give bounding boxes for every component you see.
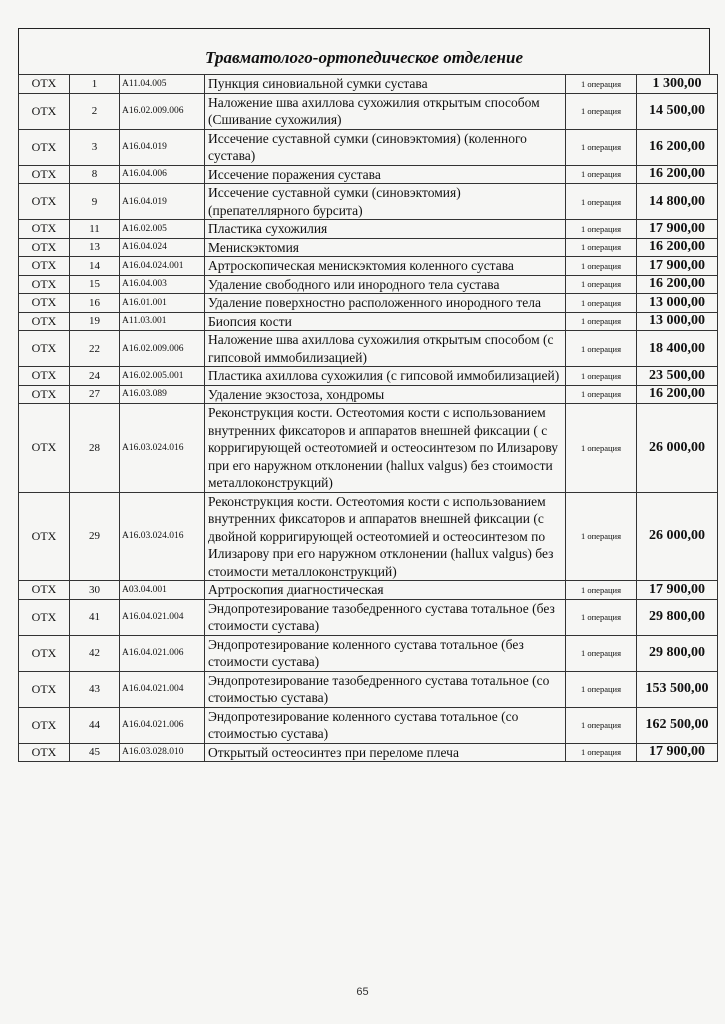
row-number-cell: 45 xyxy=(70,743,120,762)
price-cell: 153 500,00 xyxy=(637,671,718,707)
table-row xyxy=(19,238,718,257)
department-cell: ОТХ xyxy=(19,331,70,367)
table-row xyxy=(19,492,718,581)
service-code-cell: А16.03.089 xyxy=(120,385,205,404)
service-code-cell: А16.04.003 xyxy=(120,275,205,294)
department-cell: ОТХ xyxy=(19,275,70,294)
unit-cell: 1 операция xyxy=(566,220,637,239)
service-name-cell: Биопсия кости xyxy=(205,312,566,331)
row-number-cell: 11 xyxy=(70,220,120,239)
unit-cell: 1 операция xyxy=(566,635,637,671)
price-cell: 26 000,00 xyxy=(637,404,718,493)
unit-cell: 1 операция xyxy=(566,294,637,313)
table-row xyxy=(19,385,718,404)
service-name-cell: Открытый остеосинтез при переломе плеча xyxy=(205,743,566,762)
row-number-cell: 3 xyxy=(70,129,120,165)
section-header xyxy=(18,28,710,74)
service-name-cell: Реконструкция кости. Остеотомия кости с использованием внутренних фиксаторов и аппаратов внешней фиксации (с двойной корригирующей остеотомией и остеосинтезом по Илизарову при его наружном отклонении (hallux valgus) без стоимости металлоконструкций) xyxy=(205,492,566,581)
department-cell: ОТХ xyxy=(19,93,70,129)
service-name-cell: Пластика сухожилия xyxy=(205,220,566,239)
price-cell: 17 900,00 xyxy=(637,743,718,762)
department-cell: ОТХ xyxy=(19,367,70,386)
service-code-cell: А16.04.021.006 xyxy=(120,635,205,671)
unit-cell: 1 операция xyxy=(566,599,637,635)
unit-cell: 1 операция xyxy=(566,238,637,257)
department-cell: ОТХ xyxy=(19,743,70,762)
table-row xyxy=(19,599,718,635)
service-code-cell: А16.04.024 xyxy=(120,238,205,257)
unit-cell: 1 операция xyxy=(566,492,637,581)
row-number-cell: 29 xyxy=(70,492,120,581)
price-cell: 23 500,00 xyxy=(637,367,718,386)
row-number-cell: 8 xyxy=(70,165,120,184)
service-name-cell: Иссечение суставной сумки (синовэктомия) (коленного сустава) xyxy=(205,129,566,165)
table-row xyxy=(19,75,718,94)
table-row xyxy=(19,275,718,294)
table-row xyxy=(19,93,718,129)
unit-cell: 1 операция xyxy=(566,312,637,331)
service-name-cell: Эндопротезирование коленного сустава тотальное (без стоимости сустава) xyxy=(205,635,566,671)
price-cell: 13 000,00 xyxy=(637,294,718,313)
table-row xyxy=(19,220,718,239)
table-row xyxy=(19,743,718,762)
unit-cell: 1 операция xyxy=(566,404,637,493)
department-cell: ОТХ xyxy=(19,581,70,600)
service-code-cell: А16.04.021.004 xyxy=(120,599,205,635)
service-code-cell: А16.04.019 xyxy=(120,129,205,165)
table-row xyxy=(19,257,718,276)
service-name-cell: Реконструкция кости. Остеотомия кости с использованием внутренних фиксаторов и аппаратов внешней фиксации ( с корригирующей остеотомией и остеосинтезом по Илизарову при его наружном отклонении (hallux valgus) без стоимости металлоконструкций) xyxy=(205,404,566,493)
table-row xyxy=(19,404,718,493)
unit-cell: 1 операция xyxy=(566,743,637,762)
row-number-cell: 43 xyxy=(70,671,120,707)
service-name-cell: Артроскопическая менискэктомия коленного сустава xyxy=(205,257,566,276)
service-code-cell: А11.04.005 xyxy=(120,75,205,94)
table-row xyxy=(19,129,718,165)
service-code-cell: А16.03.028.010 xyxy=(120,743,205,762)
service-code-cell: А16.02.005.001 xyxy=(120,367,205,386)
price-cell: 16 200,00 xyxy=(637,238,718,257)
row-number-cell: 14 xyxy=(70,257,120,276)
service-name-cell: Иссечение суставной сумки (синовэктомия) (препателлярного бурсита) xyxy=(205,184,566,220)
price-table-body xyxy=(19,75,718,762)
row-number-cell: 9 xyxy=(70,184,120,220)
price-cell: 1 300,00 xyxy=(637,75,718,94)
price-list-page xyxy=(18,28,710,762)
row-number-cell: 30 xyxy=(70,581,120,600)
service-name-cell: Удаление поверхностно расположенного инородного тела xyxy=(205,294,566,313)
unit-cell: 1 операция xyxy=(566,385,637,404)
department-cell: ОТХ xyxy=(19,671,70,707)
price-table xyxy=(18,74,718,762)
department-cell: ОТХ xyxy=(19,165,70,184)
page-number: 65 xyxy=(356,986,369,998)
price-cell: 162 500,00 xyxy=(637,707,718,743)
row-number-cell: 22 xyxy=(70,331,120,367)
service-code-cell: А03.04.001 xyxy=(120,581,205,600)
department-cell: ОТХ xyxy=(19,492,70,581)
service-code-cell: А16.04.021.006 xyxy=(120,707,205,743)
unit-cell: 1 операция xyxy=(566,184,637,220)
service-code-cell: А16.02.009.006 xyxy=(120,93,205,129)
service-name-cell: Наложение шва ахиллова сухожилия открытым способом (Сшивание сухожилия) xyxy=(205,93,566,129)
unit-cell: 1 операция xyxy=(566,581,637,600)
service-code-cell: А16.02.005 xyxy=(120,220,205,239)
row-number-cell: 19 xyxy=(70,312,120,331)
department-cell: ОТХ xyxy=(19,238,70,257)
service-name-cell: Иссечение поражения сустава xyxy=(205,165,566,184)
unit-cell: 1 операция xyxy=(566,671,637,707)
table-row xyxy=(19,312,718,331)
service-code-cell: А16.03.024.016 xyxy=(120,492,205,581)
price-cell: 16 200,00 xyxy=(637,275,718,294)
row-number-cell: 2 xyxy=(70,93,120,129)
service-name-cell: Пункция синовиальной сумки сустава xyxy=(205,75,566,94)
row-number-cell: 1 xyxy=(70,75,120,94)
table-row xyxy=(19,367,718,386)
row-number-cell: 44 xyxy=(70,707,120,743)
price-cell: 16 200,00 xyxy=(637,385,718,404)
service-name-cell: Эндопротезирование тазобедренного сустава тотальное (без стоимости сустава) xyxy=(205,599,566,635)
row-number-cell: 24 xyxy=(70,367,120,386)
department-cell: ОТХ xyxy=(19,707,70,743)
price-cell: 13 000,00 xyxy=(637,312,718,331)
service-name-cell: Артроскопия диагностическая xyxy=(205,581,566,600)
price-cell: 29 800,00 xyxy=(637,599,718,635)
department-cell: ОТХ xyxy=(19,385,70,404)
department-cell: ОТХ xyxy=(19,294,70,313)
service-code-cell: А16.02.009.006 xyxy=(120,331,205,367)
price-cell: 17 900,00 xyxy=(637,257,718,276)
price-cell: 16 200,00 xyxy=(637,165,718,184)
department-cell: ОТХ xyxy=(19,404,70,493)
unit-cell: 1 операция xyxy=(566,257,637,276)
department-cell: ОТХ xyxy=(19,599,70,635)
unit-cell: 1 операция xyxy=(566,707,637,743)
row-number-cell: 13 xyxy=(70,238,120,257)
row-number-cell: 27 xyxy=(70,385,120,404)
service-name-cell: Удаление свободного или инородного тела сустава xyxy=(205,275,566,294)
service-code-cell: А11.03.001 xyxy=(120,312,205,331)
department-cell: ОТХ xyxy=(19,184,70,220)
price-cell: 14 800,00 xyxy=(637,184,718,220)
table-row xyxy=(19,184,718,220)
table-row xyxy=(19,331,718,367)
unit-cell: 1 операция xyxy=(566,93,637,129)
price-cell: 29 800,00 xyxy=(637,635,718,671)
service-code-cell: А16.03.024.016 xyxy=(120,404,205,493)
service-code-cell: А16.04.021.004 xyxy=(120,671,205,707)
unit-cell: 1 операция xyxy=(566,129,637,165)
unit-cell: 1 операция xyxy=(566,75,637,94)
service-name-cell: Удаление экзостоза, хондромы xyxy=(205,385,566,404)
department-cell: ОТХ xyxy=(19,220,70,239)
unit-cell: 1 операция xyxy=(566,165,637,184)
unit-cell: 1 операция xyxy=(566,367,637,386)
table-row xyxy=(19,635,718,671)
row-number-cell: 41 xyxy=(70,599,120,635)
price-cell: 16 200,00 xyxy=(637,129,718,165)
table-row xyxy=(19,165,718,184)
table-row xyxy=(19,294,718,313)
price-cell: 17 900,00 xyxy=(637,581,718,600)
price-cell: 26 000,00 xyxy=(637,492,718,581)
unit-cell: 1 операция xyxy=(566,331,637,367)
table-row xyxy=(19,707,718,743)
service-name-cell: Пластика ахиллова сухожилия (с гипсовой иммобилизацией) xyxy=(205,367,566,386)
row-number-cell: 28 xyxy=(70,404,120,493)
row-number-cell: 42 xyxy=(70,635,120,671)
service-name-cell: Наложение шва ахиллова сухожилия открытым способом (с гипсовой иммобилизацией) xyxy=(205,331,566,367)
section-title: Травматолого-ортопедическое отделение xyxy=(205,48,523,67)
department-cell: ОТХ xyxy=(19,75,70,94)
table-row xyxy=(19,671,718,707)
service-code-cell: А16.04.006 xyxy=(120,165,205,184)
price-cell: 18 400,00 xyxy=(637,331,718,367)
price-cell: 17 900,00 xyxy=(637,220,718,239)
price-cell: 14 500,00 xyxy=(637,93,718,129)
row-number-cell: 15 xyxy=(70,275,120,294)
service-code-cell: А16.04.019 xyxy=(120,184,205,220)
row-number-cell: 16 xyxy=(70,294,120,313)
department-cell: ОТХ xyxy=(19,312,70,331)
service-code-cell: А16.01.001 xyxy=(120,294,205,313)
service-code-cell: А16.04.024.001 xyxy=(120,257,205,276)
department-cell: ОТХ xyxy=(19,635,70,671)
table-row xyxy=(19,581,718,600)
department-cell: ОТХ xyxy=(19,257,70,276)
service-name-cell: Эндопротезирование коленного сустава тотальное (со стоимостью сустава) xyxy=(205,707,566,743)
service-name-cell: Менискэктомия xyxy=(205,238,566,257)
department-cell: ОТХ xyxy=(19,129,70,165)
service-name-cell: Эндопротезирование тазобедренного сустава тотальное (со стоимостью сустава) xyxy=(205,671,566,707)
unit-cell: 1 операция xyxy=(566,275,637,294)
